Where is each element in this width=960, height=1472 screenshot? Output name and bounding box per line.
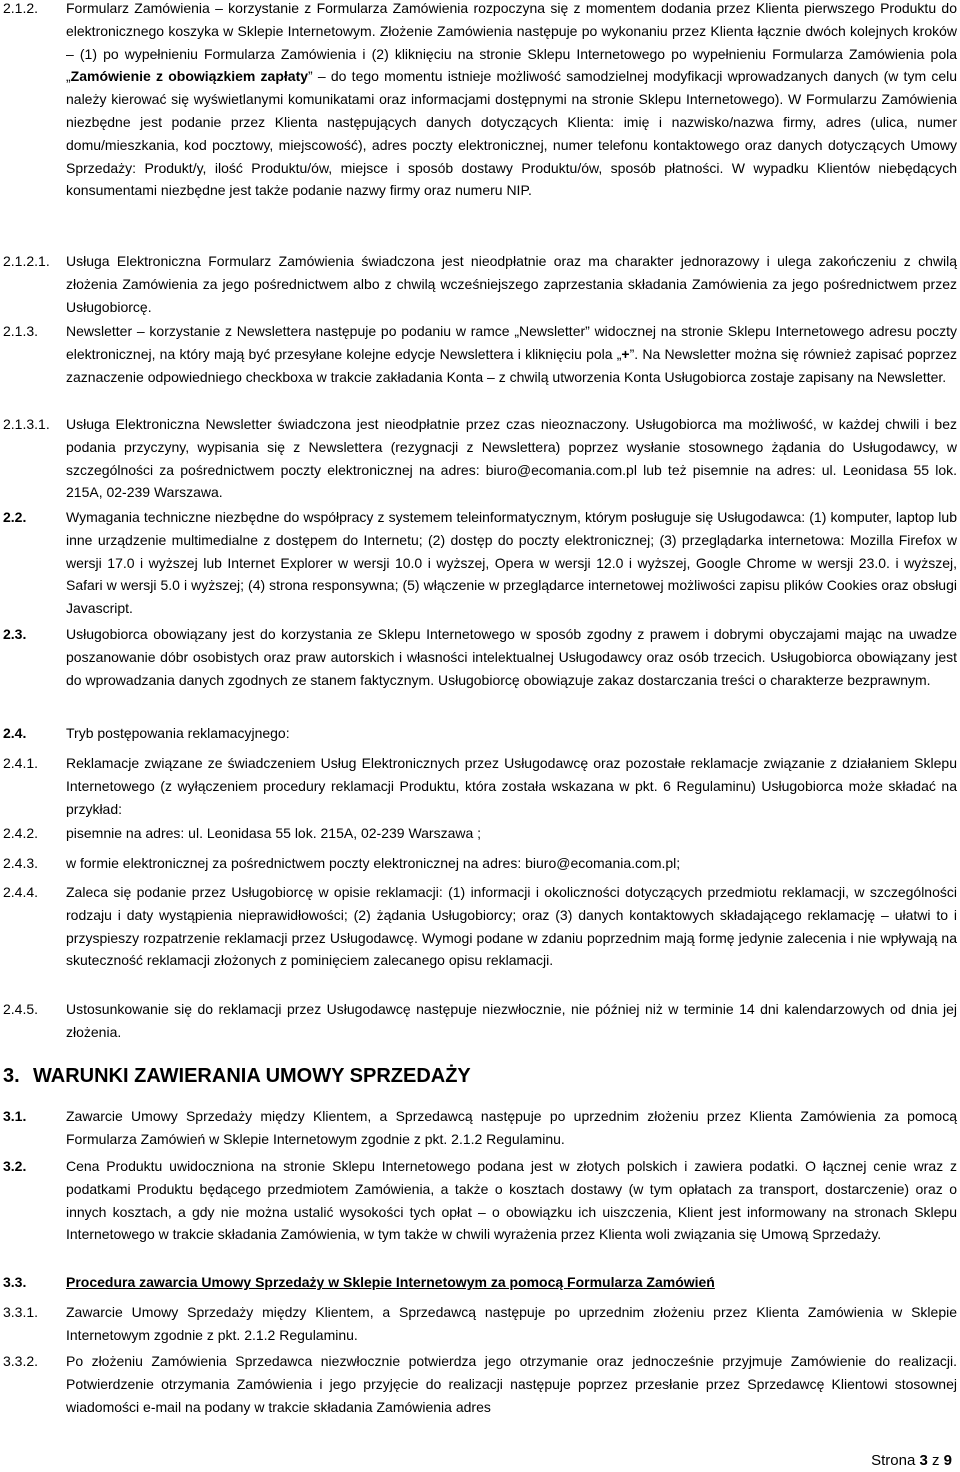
page-separator: z <box>931 1452 940 1469</box>
section-number: 2.1.3.1. <box>3 416 50 432</box>
section-2-4-1 <box>3 752 957 820</box>
section-3-1 <box>3 1105 957 1151</box>
section-2-1-2-1 <box>3 250 957 318</box>
section-2-4-2 <box>3 822 957 845</box>
chapter-heading <box>3 1065 471 1088</box>
section-title-underlined: Procedura zawarcia Umowy Sprzedaży w Sklepie Internetowym za pomocą Formularza Zamówień <box>66 1274 715 1290</box>
section-2-4-3 <box>3 852 957 875</box>
current-page: 3 <box>919 1452 928 1469</box>
page-footer <box>871 1452 952 1469</box>
section-text: Formularz Zamówienia – korzystanie z Formularza Zamówienia rozpoczyna się z momentem dodania przez Klienta pierwszego Produktu do elektronicznego koszyka w Sklepie Internetowym. Złożenie Zamówienia następuje po wykonaniu przez Klienta łącznie dwóch kolejnych kroków – (1) po wypełnieniu Formularza Zamówienia i (2) kliknięciu na stronie Sklepu Internetowego po wypełnieniu Formularza Zamówienia pola „Zamówienie z obowiązkiem zapłaty” – do tego momentu istnieje możliwość samodzielnej modyfikacji wprowadzanych danych (w tym celu należy kierować się wyświetlanymi komunikatami oraz informacjami dostępnymi na stronie Sklepu Internetowego). W Formularzu Zamówienia niezbędne jest podanie przez Klienta następujących danych dotyczących Klienta: imię i nazwisko/nazwa firmy, adres (ulica, numer domu/mieszkania, kod pocztowy, miejscowość), adres poczty elektronicznej, numer telefonu kontaktowego oraz danych dotyczących Umowy Sprzedaży: Produkt/y, ilość Produktu/ów, miejsce i sposób dostawy Produktu/ów, sposób płatności. W wypadku Klientów niebędących konsumentami niezbędne jest także podanie nazwy firmy oraz numeru NIP. <box>66 0 957 199</box>
section-3-3-2 <box>3 1350 957 1418</box>
section-number: 2.4.5. <box>3 1001 39 1017</box>
section-number: 2.1.3. <box>3 323 39 339</box>
section-2-4-5 <box>3 998 957 1044</box>
section-text: Tryb postępowania reklamacyjnego: <box>66 725 290 741</box>
section-number: 3.1. <box>3 1108 27 1124</box>
bold-phrase: + <box>621 345 630 362</box>
chapter-number: 3. <box>3 1065 20 1087</box>
section-number: 2.1.2. <box>3 0 39 16</box>
section-number: 2.4.3. <box>3 855 39 871</box>
section-number: 2.2. <box>3 509 27 525</box>
section-3-3-1 <box>3 1301 957 1347</box>
section-number: 2.4.2. <box>3 825 39 841</box>
section-number: 2.3. <box>3 626 27 642</box>
section-3-3 <box>3 1271 957 1294</box>
section-text: Usługobiorca obowiązany jest do korzystania ze Sklepu Internetowego w sposób zgodny z prawem i dobrymi obyczajami mając na uwadze poszanowanie dóbr osobistych oraz praw autorskich i własności intelektualnej Usługodawcy oraz osób trzecich. Usługobiorca obowiązany jest do wprowadzania danych zgodnych ze stanem faktycznym. Usługobiorcę obowiązuje zakaz dostarczania treści o charakterze bezprawnym. <box>66 626 957 688</box>
section-number: 3.3. <box>3 1274 27 1290</box>
bold-phrase: Zamówienie z obowiązkiem zapłaty <box>70 68 309 85</box>
section-text: Zawarcie Umowy Sprzedaży między Klientem, a Sprzedawcą następuje po uprzednim złożeniu przez Klienta Zamówienia za pomocą Formularza Zamówień w Sklepie Internetowym zgodnie z pkt. 2.1.2 Regulaminu. <box>66 1108 957 1147</box>
section-text: pisemnie na adres: ul. Leonidasa 55 lok. 215A, 02-239 Warszawa ; <box>66 825 482 841</box>
chapter-title: WARUNKI ZAWIERANIA UMOWY SPRZEDAŻY <box>33 1065 471 1087</box>
section-number: 2.4. <box>3 725 27 741</box>
section-number: 3.3.2. <box>3 1353 39 1369</box>
section-text: w formie elektronicznej za pośrednictwem poczty elektronicznej na adres: biuro@ecomania.com.pl; <box>66 855 681 871</box>
section-text: Zawarcie Umowy Sprzedaży między Klientem, a Sprzedawcą następuje po uprzednim złożeniu przez Klienta Zamówienia w Sklepie Internetowym zgodnie z pkt. 2.1.2 Regulaminu. <box>66 1304 957 1343</box>
section-text: Usługa Elektroniczna Newsletter świadczona jest nieodpłatnie przez czas nieoznaczony. Usługobiorca ma możliwość, w każdej chwili i bez podania przyczyny, wypisania się z Newslettera (rezygnacji z Newslettera) poprzez wysłanie stosownego żądania do Usługodawcy, w szczególności za pośrednictwem poczty elektronicznej na adres: biuro@ecomania.com.pl lub też pisemnie na adres: ul. Leonidasa 55 lok. 215A, 02-239 Warszawa. <box>66 416 957 501</box>
page-label: Strona <box>871 1452 916 1469</box>
section-text: Reklamacje związane ze świadczeniem Usług Elektronicznych przez Usługodawcę oraz pozostałe reklamacje związanie z działaniem Sklepu Internetowego (z wyłączeniem procedury reklamacji Produktu, która została wskazana w pkt. 6 Regulaminu) Usługobiorca może składać na przykład: <box>66 755 957 817</box>
section-number: 3.2. <box>3 1158 27 1174</box>
section-2-4-4 <box>3 881 957 972</box>
section-text: Zaleca się podanie przez Usługobiorcę w opisie reklamacji: (1) informacji i okoliczności dotyczących przedmiotu reklamacji, w szczególności rodzaju i daty wystąpienia nieprawidłowości; (2) żądania Usługobiorcy; oraz (3) danych kontaktowych składającego reklamację – ułatwi to i przyspieszy rozpatrzenie reklamacji przez Usługodawcę. Wymogi podane w zdaniu poprzednim mają formę jedynie zalecenia i nie wpływają na skuteczność reklamacji złożonych z pominięciem zalecanego opisu reklamacji. <box>66 884 957 969</box>
section-2-1-2 <box>3 0 957 202</box>
section-2-1-3 <box>3 320 957 388</box>
section-2-4 <box>3 722 957 745</box>
section-2-1-3-1 <box>3 413 957 504</box>
section-text: Cena Produktu uwidoczniona na stronie Sklepu Internetowego podana jest w złotych polskich i zawiera podatki. O łącznej cenie wraz z podatkami Produktu będącego przedmiotem Zamówienia, a także o kosztach dostawy (w tym opłatach za transport, dostarczenie) oraz o innych kosztach, a gdy nie można ustalić wysokości tych opłat – o obowiązku ich uiszczenia, Klient jest informowany na stronach Sklepu Internetowego w trakcie składania Zamówienia, w tym także w chwili wyrażenia przez Klienta woli związania się Umową Sprzedaży. <box>66 1158 957 1243</box>
section-text: Po złożeniu Zamówienia Sprzedawca niezwłocznie potwierdza jego otrzymanie oraz jednocześnie przyjmuje Zamówienie do realizacji. Potwierdzenie otrzymania Zamówienia i jego przyjęcie do realizacji następuje poprzez przesłanie przez Sprzedawcę Klientowi stosownej wiadomości e-mail na podany w trakcie składania Zamówienia adres <box>66 1353 957 1415</box>
section-number: 3.3.1. <box>3 1304 39 1320</box>
section-number: 2.1.2.1. <box>3 253 50 269</box>
section-2-2 <box>3 506 957 620</box>
total-pages: 9 <box>943 1452 952 1469</box>
section-number: 2.4.4. <box>3 884 39 900</box>
section-text: Wymagania techniczne niezbędne do współpracy z systemem teleinformatycznym, którym posługuje się Usługodawca: (1) komputer, laptop lub inne urządzenie multimedialne z dostępem do Internetu; (2) dostęp do poczty elektronicznej; (3) przeglądarka internetowa: Mozilla Firefox w wersji 17.0 i wyższej lub Internet Explorer w wersji 10.0 i wyższej, Opera w wersji 12.0 i wyższej, Google Chrome w wersji 23.0. i wyższej, Safari w wersji 5.0 i wyższej; (4) strona responsywna; (5) włączenie w przeglądarce internetowej możliwości zapisu plików Cookies oraz obsługi Javascript. <box>66 509 957 617</box>
section-number: 2.4.1. <box>3 755 39 771</box>
section-text: Usługa Elektroniczna Formularz Zamówienia świadczona jest nieodpłatnie oraz ma charakter jednorazowy i ulega zakończeniu z chwilą złożenia Zamówienia za jego pośrednictwem albo z chwilą wcześniejszego zaprzestania składania Zamówienia za jego pośrednictwem przez Usługobiorcę. <box>66 253 957 315</box>
section-2-3 <box>3 623 957 691</box>
section-text: Newsletter – korzystanie z Newslettera następuje po podaniu w ramce „Newsletter” widocznej na stronie Sklepu Internetowego adresu poczty elektronicznej, na który mają być przesyłane kolejne edycje Newslettera i kliknięciu pola „+”. Na Newsletter można się również zapisać poprzez zaznaczenie odpowiedniego checkboxa w trakcie zakładania Konta – z chwilą utworzenia Konta Usługobiorca zostaje zapisany na Newsletter. <box>66 323 957 385</box>
section-text: Ustosunkowanie się do reklamacji przez Usługodawcę następuje niezwłocznie, nie później niż w terminie 14 dni kalendarzowych od dnia jej złożenia. <box>66 1001 957 1040</box>
section-3-2 <box>3 1155 957 1246</box>
